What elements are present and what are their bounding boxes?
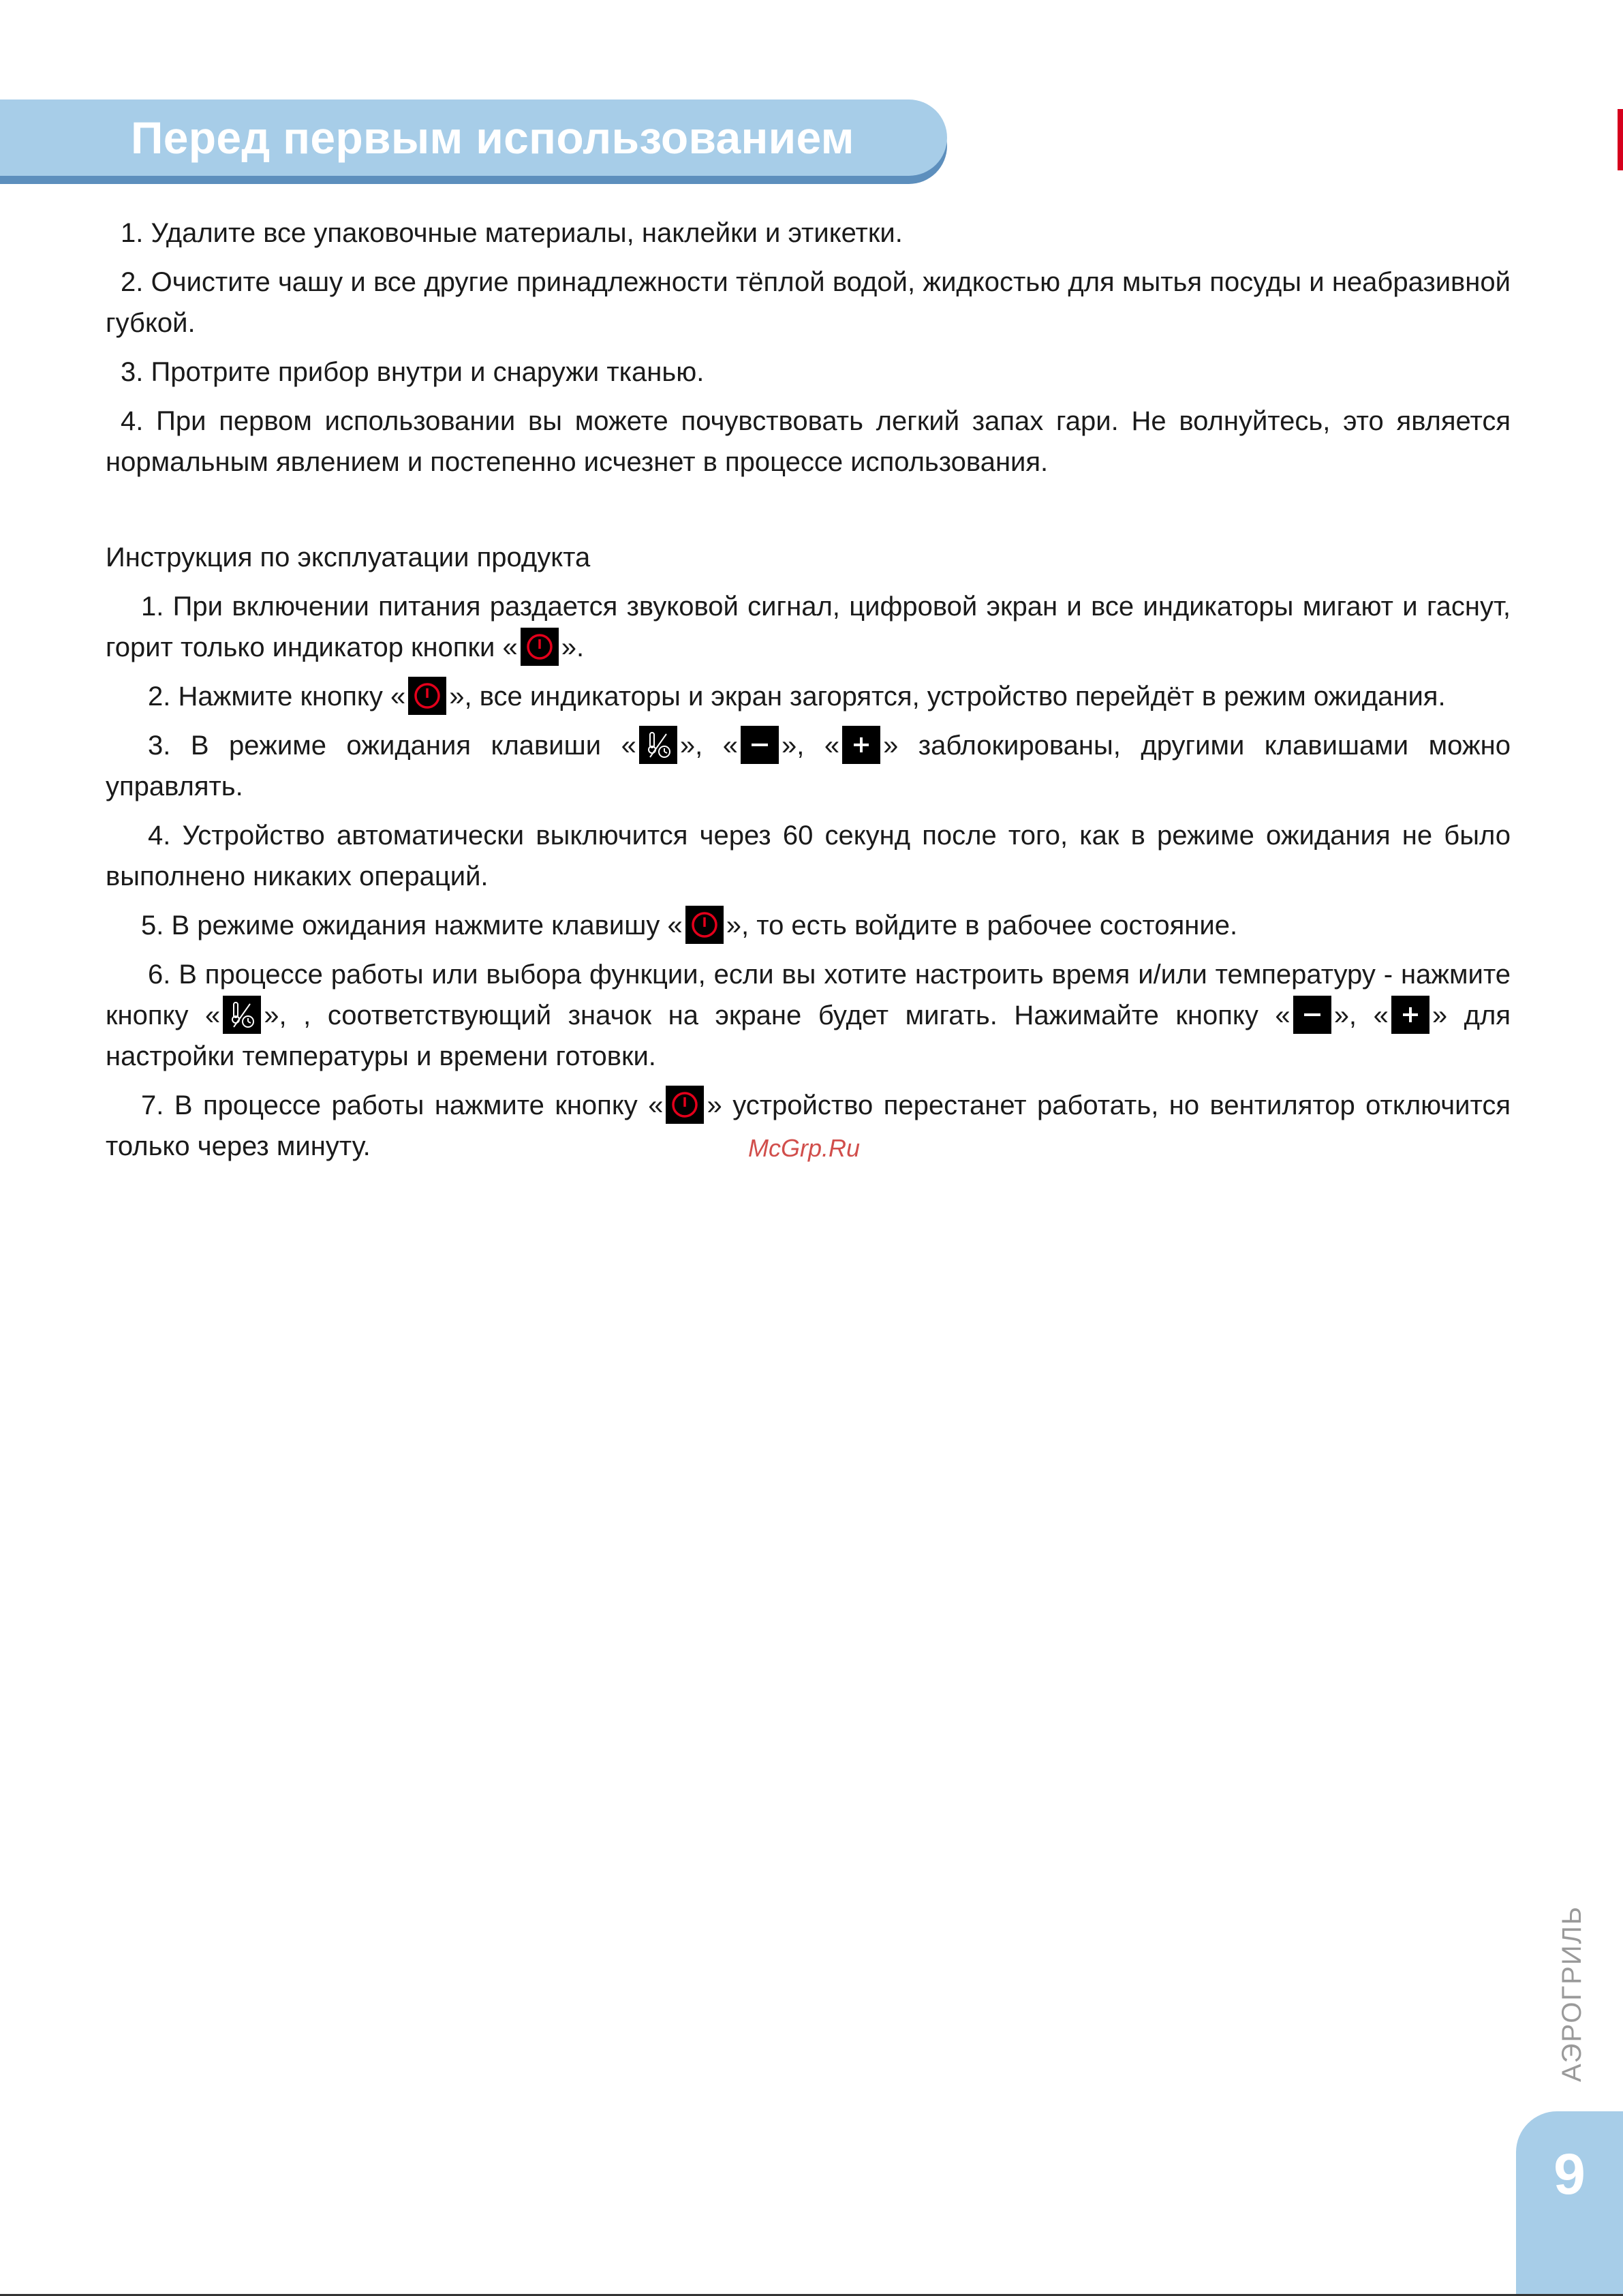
minus-icon: [1293, 996, 1331, 1034]
temp-time-icon: [639, 726, 677, 764]
before-use-step-1: 1. Удалите все упаковочные материалы, наклейки и этикетки.: [121, 218, 903, 248]
power-icon: [521, 628, 559, 666]
power-icon: [408, 677, 446, 715]
instruction-step-5-text: 5. В режиме ожидания нажмите клавишу «: [141, 910, 683, 940]
instructions-heading: Инструкция по эксплуатации продукта: [106, 542, 591, 572]
instruction-step-1: [106, 586, 1511, 668]
instruction-step-4: 4. Устройство автоматически выключится через 60 секунд после того, как в режиме ожидания не было выполнено никаких операций.: [106, 821, 1511, 891]
instruction-step-1-text: 1. При включении питания раздается звуковой сигнал, цифровой экран и все индикаторы мигают и гаснут, горит только индикатор кнопки «: [106, 592, 1511, 662]
instruction-step-2: [106, 676, 1511, 717]
instruction-step-7-end: » устройство перестанет работать, но вентилятор отключится только через минуту.: [106, 1090, 1511, 1161]
instruction-step-3-end: » заблокированы, другими клавишами можно управлять.: [106, 731, 1511, 801]
power-icon: [685, 906, 724, 944]
side-label: [1532, 1901, 1613, 2085]
before-use-step-4: 4. При первом использовании вы можете почувствовать легкий запах гари. Не волнуйтесь, это является нормальным явлением и постепенно исчезнет в процессе использования.: [106, 406, 1511, 477]
instruction-step-3-sep2: », «: [781, 731, 840, 761]
instruction-step-5-end: », то есть войдите в рабочее состояние.: [726, 910, 1238, 940]
instruction-step-5: [106, 905, 1511, 946]
instruction-step-3: [106, 725, 1511, 807]
before-use-step-3: 3. Протрите прибор внутри и снаружи тканью.: [121, 357, 705, 387]
power-icon: [666, 1086, 704, 1124]
instruction-step-6-text: 6. В процессе работы или выбора функции, если вы хотите настроить время и/или температуру - нажмите кнопку «: [106, 960, 1511, 1030]
page-number: 9: [1554, 2142, 1586, 2206]
page-title: Перед первым использованием: [131, 112, 854, 163]
plus-icon: [842, 726, 880, 764]
instruction-step-6-end: » для настройки температуры и времени готовки.: [106, 1000, 1511, 1071]
instruction-step-6: [106, 954, 1511, 1077]
instruction-step-6-sep: », «: [1333, 1000, 1389, 1030]
watermark: McGrp.Ru: [748, 1134, 861, 1162]
minus-icon: [741, 726, 779, 764]
instruction-step-3-text: 3. В режиме ожидания клавиши «: [148, 731, 636, 761]
side-label-text: АЭРОГРИЛЬ: [1557, 1905, 1588, 2082]
main-content: [106, 213, 1511, 1175]
instruction-step-3-sep1: », «: [679, 731, 738, 761]
plus-icon: [1391, 996, 1429, 1034]
instruction-step-1-end: ».: [561, 632, 585, 662]
instruction-step-7-text: 7. В процессе работы нажмите кнопку «: [141, 1090, 664, 1120]
instruction-step-2-text: 2. Нажмите кнопку «: [148, 682, 406, 711]
edge-marker: [1618, 109, 1623, 170]
instruction-step-6-mid: », , соответствующий значок на экране будет мигать. Нажимайте кнопку «: [264, 1000, 1290, 1030]
instruction-step-2-end: », все индикаторы и экран загорятся, устройство перейдёт в режим ожидания.: [449, 682, 1446, 711]
temp-time-icon: [223, 996, 261, 1034]
before-use-step-2: 2. Очистите чашу и все другие принадлежности тёплой водой, жидкостью для мытья посуды и неабразивной губкой.: [106, 267, 1511, 338]
